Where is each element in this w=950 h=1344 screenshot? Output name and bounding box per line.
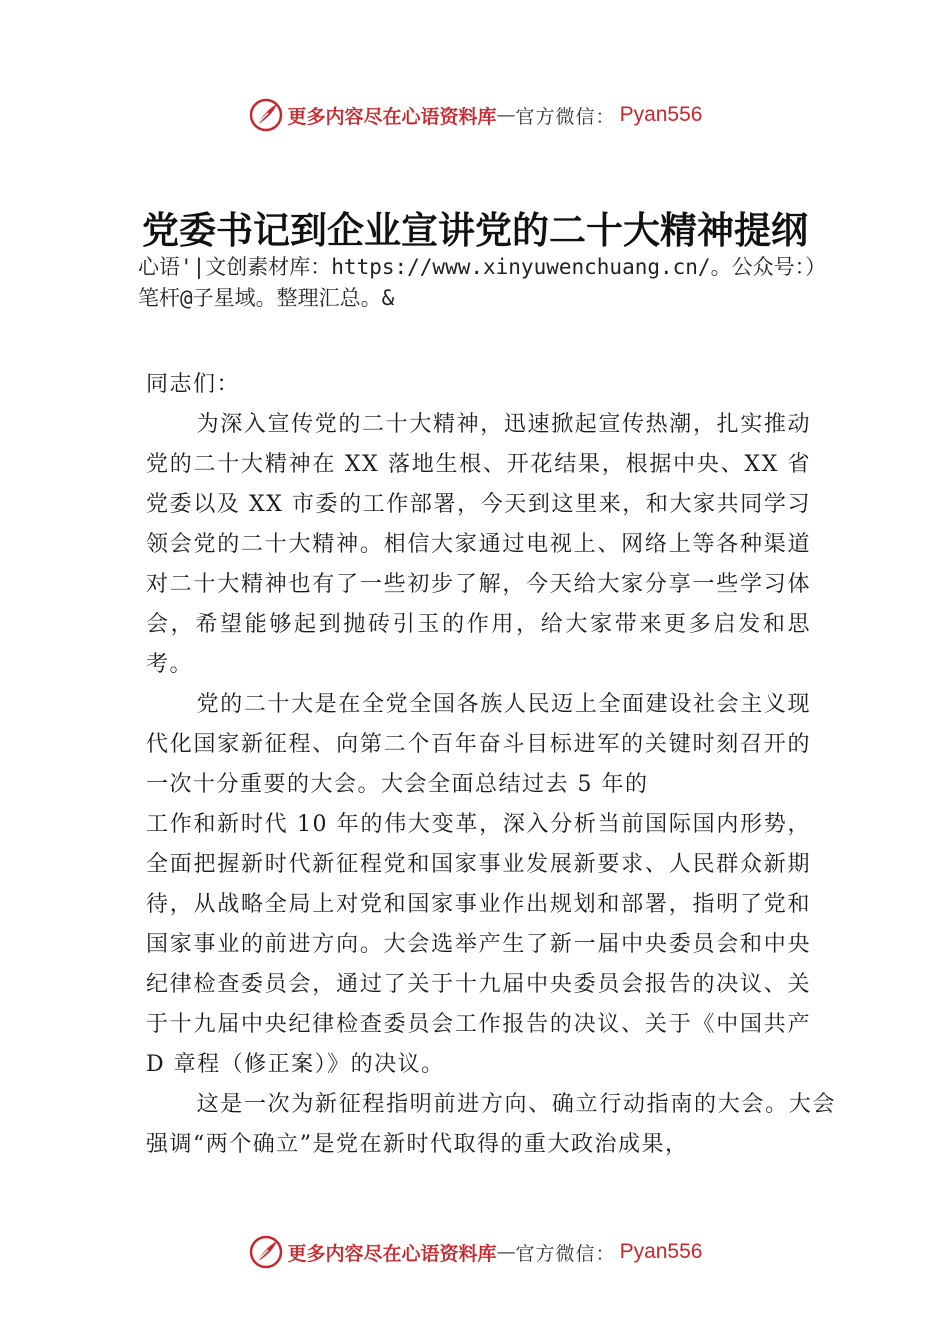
wechat-id: Pyan556 xyxy=(619,1240,703,1263)
source-line: 心语'|文创素材库：https://www.xinyuwenchuang.cn/。公众号：）笔杆@子星域。整理汇总。& xyxy=(138,255,827,310)
paragraph: 工作和新时代 10 年的伟大变革，深入分析当前国际国内形势，全面把握新时代新征程党和国家事业发展新要求、人民群众新期待，从战略全局上对党和国家事业作出规划和部署，指明了党和国家事业的前进方向。大会选举产生了新一届中央委员会和中央纪律检查委员会，通过了关于十九届中央委员会报告的决议、关于十九届中央纪律检查委员会工作报告的决议、关于《中国共产 D 章程（修正案）》的决议。 xyxy=(146,812,811,1077)
promo-dash: — xyxy=(496,1241,516,1263)
header-watermark-banner xyxy=(0,95,950,135)
document-title: 党委书记到企业宣讲党的二十大精神提纲 xyxy=(142,208,808,252)
wechat-label: 官方微信： xyxy=(515,1242,616,1265)
salutation: 同志们： xyxy=(146,372,241,397)
wechat-label: 官方微信： xyxy=(515,105,616,128)
footer-watermark-banner xyxy=(0,1232,950,1272)
paragraph: 党的二十大是在全党全国各族人民迈上全面建设社会主义现代化国家新征程、向第二个百年奋斗目标进军的关键时刻召开的一次十分重要的大会。大会全面总结过去 5 年的 xyxy=(146,692,811,797)
paragraph: 为深入宣传党的二十大精神，迅速掀起宣传热潮，扎实推动党的二十大精神在 XX 落地生根、开花结果，根据中央、XX 省党委以及 XX 市委的工作部署，今天到这里来，和大家共同学习领会党的二十大精神。相信大家通过电视上、网络上等各种渠道对二十大精神也有了一些初步了解，今天给大家分享一些学习体会，希望能够起到抛砖引玉的作用，给大家带来更多启发和思考。 xyxy=(146,412,811,677)
promo-text: 更多内容尽在心语资料库 xyxy=(287,1242,497,1265)
document-body xyxy=(146,365,836,1165)
paragraph: 这是一次为新征程指明前进方向、确立行动指南的大会。大会强调“两个确立”是党在新时代取得的重大政治成果， xyxy=(146,1092,836,1157)
wechat-id: Pyan556 xyxy=(619,103,703,126)
promo-dash: — xyxy=(496,104,516,126)
promo-text: 更多内容尽在心语资料库 xyxy=(287,105,497,128)
feather-pen-icon xyxy=(248,97,284,133)
feather-pen-icon xyxy=(248,1234,284,1270)
